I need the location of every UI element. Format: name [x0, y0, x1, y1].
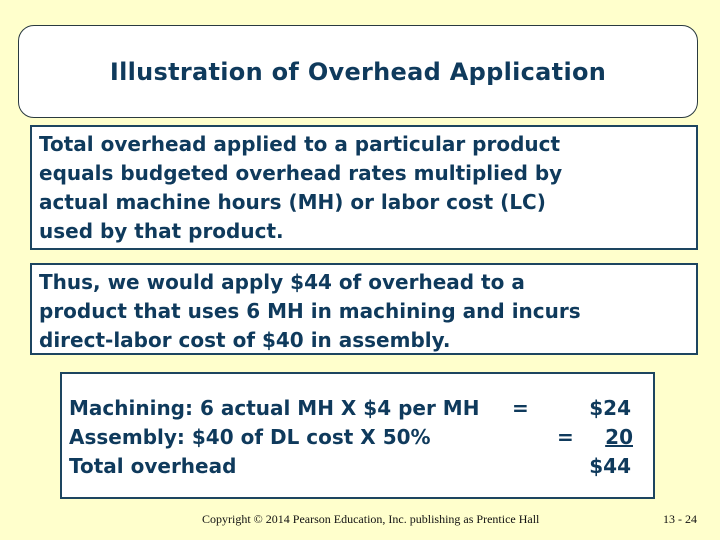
definition-text: [32, 127, 696, 246]
text-line: equals budgeted overhead rates multiplied by: [39, 161, 563, 185]
calc-op: =: [557, 425, 574, 449]
text-line: actual machine hours (MH) or labor cost (LC): [39, 190, 546, 214]
calc-label-machining: Machining: 6 actual MH X $4 per MH: [69, 396, 480, 420]
text-line: product that uses 6 MH in machining and incurs: [39, 299, 581, 323]
calc-value-total: $44: [589, 454, 631, 478]
calc-label-total: Total overhead: [69, 454, 237, 478]
definition-box: [30, 125, 698, 250]
example-text: [32, 265, 696, 355]
text-line: used by that product.: [39, 219, 284, 243]
slide-title: Illustration of Overhead Application: [109, 57, 607, 86]
calc-value-assembly: 20: [605, 425, 633, 449]
slide-number: 13 - 24: [663, 512, 697, 526]
example-box: [30, 263, 698, 355]
text-line: Thus, we would apply $44 of overhead to a: [39, 270, 525, 294]
title-box: [18, 25, 698, 118]
calc-label-assembly: Assembly: $40 of DL cost X 50%: [69, 425, 431, 449]
calc-value-machining: $24: [589, 396, 631, 420]
calc-op: =: [512, 396, 529, 420]
text-line: Total overhead applied to a particular product: [39, 132, 561, 156]
calculation-box: [60, 372, 655, 499]
text-line: direct-labor cost of $40 in assembly.: [39, 328, 451, 352]
copyright-footer: Copyright © 2014 Pearson Education, Inc. publishing as Prentice Hall: [202, 512, 540, 526]
